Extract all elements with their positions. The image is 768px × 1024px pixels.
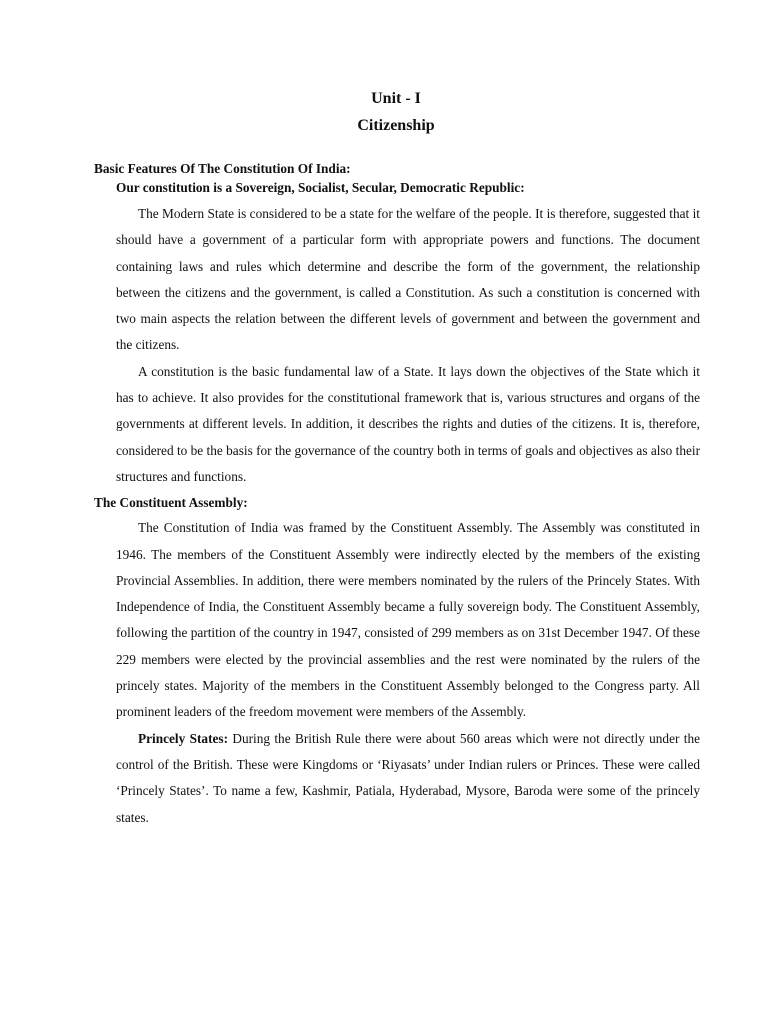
paragraph-princely-states bbox=[116, 726, 700, 831]
princely-states-text: During the British Rule there were about 560 areas which were not directly under the control of the British. These were Kingdoms or ‘Riyasats’ under Indian rulers or Princes. These were called ‘Princely States’. To name a few, Kashmir, Patiala, Hyderabad, Mysore, Baroda were some of the princely states. bbox=[116, 730, 700, 825]
princely-states-lead: Princely States: bbox=[138, 730, 229, 746]
paragraph-modern-state: The Modern State is considered to be a state for the welfare of the people. It is therefore, suggested that it should have a government of a particular form with appropriate powers and functions. The document containing laws and rules which determine and describe the form of the government, the relationship between the citizens and the government, is called a Constitution. As such a constitution is concerned with two main aspects the relation between the different levels of government and between the government and the citizens. bbox=[116, 206, 700, 353]
subheading-constitution-type: Our constitution is a Sovereign, Socialist, Secular, Democratic Republic: bbox=[116, 180, 525, 195]
paragraph-constituent-assembly: The Constitution of India was framed by the Constituent Assembly. The Assembly was constituted in 1946. The members of the Constituent Assembly were indirectly elected by the members of the existing Provincial Assemblies. In addition, there were members nominated by the rulers of the Princely States. With Independence of India, the Constituent Assembly became a fully sovereign body. The Constituent Assembly, following the partition of the country in 1947, consisted of 299 members as on 31st December 1947. Of these 229 members were elected by the provincial assemblies and the rest were nominated by the rulers of the princely states. Majority of the members in the Constituent Assembly belonged to the Congress party. All prominent leaders of the freedom movement were members of the Assembly. bbox=[116, 520, 700, 720]
section-heading-constituent-assembly: The Constituent Assembly: bbox=[94, 495, 248, 511]
unit-title: Unit - I bbox=[371, 90, 421, 107]
section-heading-basic-features: Basic Features Of The Constitution Of India: bbox=[94, 161, 351, 176]
paragraph-constitution-definition: A constitution is the basic fundamental law of a State. It lays down the objectives of the State which it has to achieve. It also provides for the constitutional framework that is, various structures and organs of the governments at different levels. In addition, it describes the rights and duties of the citizens. It is, therefore, considered to be the basis for the governance of the country both in terms of goals and objectives as also their structures and functions. bbox=[116, 363, 700, 484]
chapter-title: Citizenship bbox=[357, 117, 435, 134]
document-body bbox=[94, 159, 700, 831]
